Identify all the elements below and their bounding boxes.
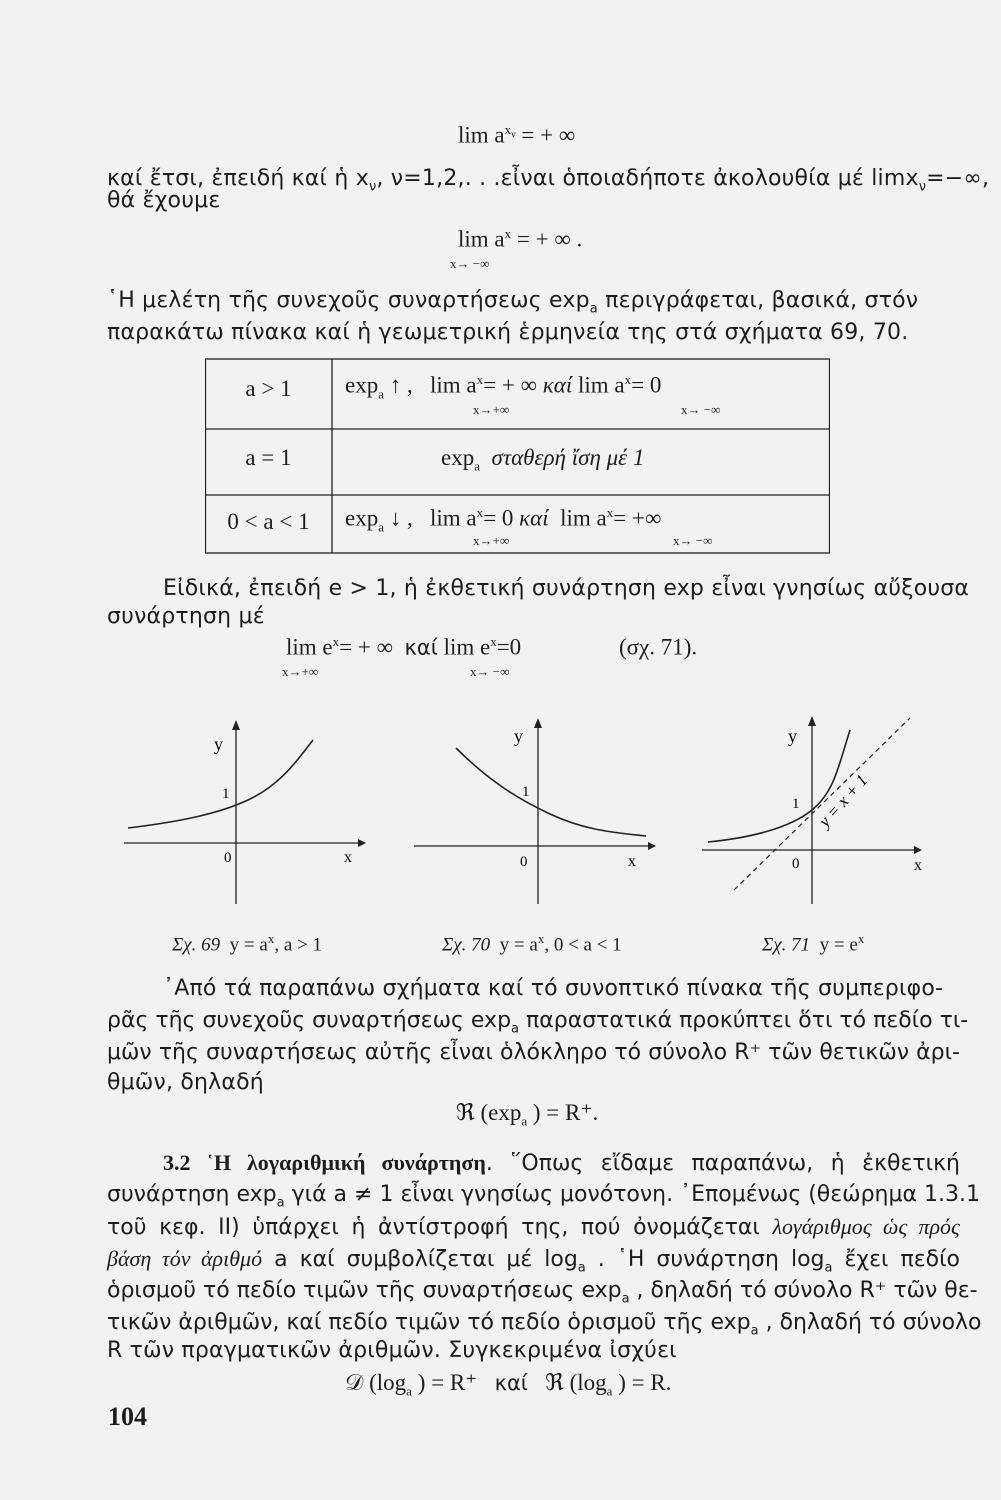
formula-lim-ex: $\lim e^x=$ + ∞ καί $\lim e^x=0$ (σχ. 71). <box>286 634 698 660</box>
x-axis-arrow-icon <box>648 842 656 850</box>
paragraph-line: τοῦ κεφ. ΙΙ) ὑπάρχει ἡ ἀντίστροφή της, πού ὀνομάζεται λογάριθμος ὡς πρός <box>107 1214 960 1240</box>
x-axis-label: x <box>914 857 922 874</box>
exponential-curve <box>456 748 646 836</box>
paragraph-line: ῾Η μελέτη τῆς συνεχοῦς συναρτήσεως $\exp_a \pi\varepsilon\rho\iota\gamma\rho ά\varphi\varepsilon\tau\alpha\iota$, βασικά, στόν <box>107 288 919 317</box>
paragraph-line: θμῶν, δηλαδή <box>107 1070 264 1095</box>
paragraph-line: συνάρτηση μέ <box>107 604 265 629</box>
tick-label-one: 1 <box>222 786 230 802</box>
figure-71-exp-and-tangent <box>700 712 940 906</box>
figure-69-increasing-exponential <box>118 716 368 906</box>
paragraph-line: ρᾶς τῆς συνεχοῦς συναρτήσεως $\exp_a \pi\alpha\rho\alpha\sigma\tau\alpha\tau\iota\kappa ά$ προκύπτει ὅτι τό πεδίο τι- <box>107 1008 969 1037</box>
figure-caption: Σχ. 70 $y = a^x$, 0 < a < 1 <box>442 931 622 956</box>
paragraph-line: ᾽Από τά παραπάνω σχήματα καί τό συνοπτικό πίνακα τῆς συμπεριφο- <box>163 976 944 1001</box>
figure-caption: Σχ. 71 $y = e^x$ <box>762 931 865 956</box>
tick-label-one: 1 <box>522 784 530 800</box>
section-heading: 3.2 ῾Η λογαριθμική συνάρτηση <box>163 1150 486 1175</box>
behavior-cell: $\exp_a \sigma\tau\alpha\theta\varepsilon\rho ή$ ἴση μέ 1 <box>441 445 645 474</box>
origin-label: 0 <box>224 850 232 866</box>
y-axis-label: y <box>214 734 223 754</box>
behavior-table <box>205 358 830 554</box>
tangent-line-label: y = x + 1 <box>814 770 872 831</box>
formula-lim-a-xv: $\lim a^{x_\nu}$ = + ∞ <box>458 122 576 148</box>
y-axis-arrow-icon <box>534 718 542 728</box>
paragraph-line: βάση τόν ἀριθμό a καί συμβολίζεται μέ $\log_a$ . ῾Η συνάρτηση $\log_a$ ἔχει πεδίο <box>107 1246 960 1276</box>
behavior-cell: $\exp_a$ ↑ , $\lim a^x=$ + ∞ καί $\lim a^x= 0$ <box>345 372 662 402</box>
x-axis-label: x <box>628 853 636 870</box>
limit-subscript: x→ −∞ <box>673 533 713 548</box>
origin-label: 0 <box>792 856 800 872</box>
paragraph-line: καί ἔτσι, ἐπειδή καί ἡ $x_\nu$, ν=1,2,. . .εἶναι ὁποιαδήποτε ἀκολουθία μέ limx$_\nu$=−∞, <box>107 166 990 195</box>
origin-label: 0 <box>520 854 528 870</box>
paragraph-line: R τῶν πραγματικῶν ἀριθμῶν. Συγκεκριμένα ἰσχύει <box>107 1338 677 1363</box>
page-number: 104 <box>108 1402 147 1431</box>
x-axis-arrow-icon <box>358 839 366 847</box>
limit-subscript: x→+∞ <box>473 533 510 548</box>
tangent-line <box>734 718 910 890</box>
paragraph-line: Εἰδικά, ἐπειδή e > 1, ἡ ἐκθετική συνάρτηση exp εἶναι γνησίως αὔξουσα <box>163 576 970 601</box>
y-axis-label: y <box>788 726 797 746</box>
formula-lim-ax-minus-inf: $\lim a^x$ = + ∞ . <box>458 226 583 252</box>
figure-70-decreasing-exponential <box>410 712 660 906</box>
paragraph-line: παρακάτω πίνακα καί ἡ γεωμετρική ἑρμηνεία της στά σχήματα 69, 70. <box>107 320 909 345</box>
limit-subscript: x→ −∞ <box>470 664 510 679</box>
limit-subscript: x→+∞ <box>282 664 319 679</box>
behavior-cell: $\exp_a$ ↓ , $\lim a^x= 0$ καί $\lim a^x=$ +∞ <box>345 505 662 535</box>
paragraph-line: τικῶν ἀριθμῶν, καί πεδίο τιμῶν τό πεδίο ὁρισμοῦ τῆς $\exp_a$ , δηλαδή τό σύνολο <box>107 1310 982 1339</box>
figure-caption: Σχ. 69 $y = a^x$, a > 1 <box>172 931 322 956</box>
condition-cell: 0 < a < 1 <box>227 509 310 534</box>
y-axis-label: y <box>514 726 523 746</box>
paragraph-line: συνάρτηση $\exp_a \gamma\iota ά$ a ≠ 1 εἶναι γνησίως μονότονη. ᾽Επομένως (θεώρημα 1.3.1 <box>107 1182 980 1211</box>
y-axis-arrow-icon <box>232 720 240 730</box>
tick-label-one: 1 <box>792 796 800 812</box>
decreasing-arrow-icon: ↓ <box>389 505 402 531</box>
paragraph-line: μῶν τῆς συναρτήσεως αὐτῆς εἶναι ὁλόκληρο τό σύνολο R⁺ τῶν θετικῶν ἀρι- <box>107 1040 960 1065</box>
y-axis-arrow-icon <box>808 716 816 726</box>
x-axis-label: x <box>344 849 352 866</box>
condition-cell: a = 1 <box>245 445 292 470</box>
paragraph-line: ὁρισμοῦ τό πεδίο τιμῶν τῆς συναρτήσεως $\exp_a$ , δηλαδή τό σύνολο R⁺ τῶν θε- <box>107 1278 978 1307</box>
limit-subscript: x→+∞ <box>473 402 510 417</box>
condition-cell: a > 1 <box>245 376 292 401</box>
paragraph-line: 3.2 ῾Η λογαριθμική συνάρτηση. ῞Οπως εἴδαμε παραπάνω, ἡ ἐκθετική <box>163 1150 960 1176</box>
formula-domain-range-log: 𝒟 ($\log_a$ ) = R⁺ καί ℜ ($\log_a$ ) = R. <box>345 1370 672 1399</box>
paragraph-line: θά ἔχουμε <box>107 188 221 213</box>
limit-subscript: x→ −∞ <box>450 256 490 271</box>
limit-subscript: x→ −∞ <box>681 402 721 417</box>
formula-range-exp: ℜ ($\exp_a$ ) = R⁺. <box>456 1100 599 1129</box>
increasing-arrow-icon: ↑ <box>389 372 402 398</box>
x-axis-arrow-icon <box>914 846 922 854</box>
